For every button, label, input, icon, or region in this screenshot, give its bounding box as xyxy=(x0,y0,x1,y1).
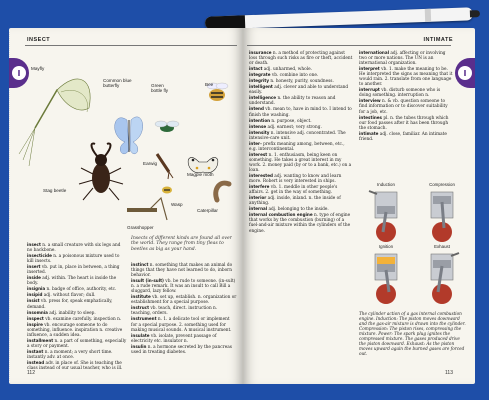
headword: intention xyxy=(249,117,271,123)
definition: vb. disturb someone who is doing something. interruption n. xyxy=(359,88,441,99)
green-bottle-fly-icon xyxy=(155,121,179,132)
dictionary-entry xyxy=(27,242,127,253)
headword: internal combustion engine xyxy=(249,212,313,218)
dictionary-entry xyxy=(27,275,127,286)
caterpillar-icon xyxy=(216,183,229,200)
headword: insect xyxy=(27,242,41,247)
definition: vb. press for, speak emphatically, demand. xyxy=(27,299,113,310)
engine-compression xyxy=(417,182,467,244)
definition: n. & vb. question someone to find information or to discover suitability for a job, etc. xyxy=(359,99,448,115)
label-mayfly: Mayfly xyxy=(31,66,45,71)
headword: intimate xyxy=(359,130,379,136)
dictionary-entry xyxy=(249,195,353,206)
headword: international xyxy=(359,50,389,55)
dictionary-entry xyxy=(359,98,453,114)
tab-letter: I xyxy=(12,66,26,80)
dictionary-entry xyxy=(27,360,127,371)
dictionary-entry xyxy=(131,262,237,278)
definition: n. purpose, object. xyxy=(270,118,312,124)
illustration-caption: Insects of different kinds are found all over the world. They range from tiny fleas to beetles as big as your hand. xyxy=(131,236,232,252)
headword: instruct xyxy=(131,305,150,311)
definition: adj. affecting or involving two or more nations. The UN is an international organization. xyxy=(359,51,446,67)
headword: insomnia xyxy=(27,309,48,315)
definition: adj. wanting to know and learn more. Robert is very interested in ships. xyxy=(249,174,342,185)
ignition-icon xyxy=(361,250,411,306)
definition: adj. close, familiar. An intimate friend. xyxy=(359,131,447,142)
headword: intensity xyxy=(249,129,270,135)
dictionary-entry xyxy=(249,95,353,106)
dictionary-entry xyxy=(359,87,453,98)
definition: adj. earnest; very strong. xyxy=(266,124,322,130)
definition: adj. unharmed, whole. xyxy=(262,67,312,73)
running-head-left: INSECT xyxy=(27,37,51,43)
definition: pl. n. the tubes through which our food passes after it has been through the stomach. xyxy=(359,115,449,131)
dictionary-entry xyxy=(27,338,127,349)
right-column-1 xyxy=(249,50,353,234)
headword: insurance xyxy=(249,50,272,55)
definition: vb. 1. meddle in other people's affairs. 2. get in the way of something. xyxy=(249,185,338,196)
definition: adj. inside, inland. n. the inside of anything. xyxy=(249,196,341,207)
header-rule xyxy=(25,45,237,46)
dictionary-entry xyxy=(27,349,127,360)
headword: inside xyxy=(27,275,41,281)
dictionary-entry xyxy=(27,322,127,338)
label-stag-beetle: Stag beetle xyxy=(43,188,67,193)
definition: vb. mean to, have in mind to. I intend to finish the washing. xyxy=(249,107,352,118)
headword: instant xyxy=(27,348,44,354)
headword: instrument xyxy=(131,316,157,322)
open-book xyxy=(9,28,477,390)
definition: n. intensive adj. concentrated. The intensive-care unit. xyxy=(249,130,346,141)
engine-diagram xyxy=(361,182,469,306)
page-number-right: 113 xyxy=(445,370,453,376)
headword: interrupt xyxy=(359,87,380,93)
label-butterfly: Common blue butterfly xyxy=(103,78,132,88)
headword: intense xyxy=(249,123,267,129)
dictionary-entry xyxy=(359,66,453,87)
definition: vb. put in, place in between, a thing inserted. xyxy=(27,265,120,276)
headword: interfere xyxy=(249,184,270,190)
definition: adj. inability to sleep. xyxy=(47,310,96,316)
headword: inspire xyxy=(27,321,43,327)
mayfly-icon xyxy=(19,79,90,166)
definition: n. a method of protecting against loss through such risks as fire or theft, accident or death. xyxy=(249,51,353,67)
dictionary-entry xyxy=(249,84,353,95)
engine-label-exhaust: Exhaust xyxy=(434,244,450,249)
headword: insipid xyxy=(27,292,43,298)
dictionary-entry xyxy=(249,184,353,195)
headword: inspect xyxy=(27,315,44,321)
dictionary-entry xyxy=(131,294,237,305)
headword: insist xyxy=(27,298,40,304)
definition: n. honesty, purity, soundness. xyxy=(269,79,334,85)
engine-induction xyxy=(361,182,411,244)
grasshopper-icon xyxy=(127,198,167,220)
definition: adv. in place of. She is teaching the class instead of our usual teacher, who is ill. xyxy=(27,360,123,372)
dictionary-entry xyxy=(249,50,353,66)
headword: insecticide xyxy=(27,253,52,259)
headword: integrity xyxy=(249,78,270,84)
headword: instead xyxy=(27,359,45,365)
headword: intend xyxy=(249,106,264,112)
label-caterpillar: Caterpillar xyxy=(197,208,218,213)
earwig-icon xyxy=(157,154,173,179)
headword: intact xyxy=(249,66,263,72)
dictionary-entry xyxy=(27,264,127,275)
pen-band xyxy=(425,9,431,22)
engine-label-ignition: Ignition xyxy=(378,244,394,249)
headword: interest xyxy=(249,151,268,157)
thumb-tab-right xyxy=(455,58,475,88)
definition: adj. clever and able to understand easily. xyxy=(249,85,349,96)
definition: n. badge of office, authority, etc. xyxy=(45,287,117,293)
butterfly-icon xyxy=(115,117,143,154)
dictionary-entry xyxy=(359,50,453,66)
definition: n. type of engine that works by the combustion (burning) of a fuel-and-air mixture within the cylinders of the engine. xyxy=(249,213,351,234)
label-grasshopper: Grasshopper xyxy=(127,225,154,230)
stag-beetle-icon xyxy=(79,144,123,201)
label-earwig: Earwig xyxy=(143,161,158,166)
definition: adj. without flavor; dull. xyxy=(42,293,96,299)
definition: n. a small creature with six legs and no backbone. xyxy=(27,243,121,254)
headword: insult (in-sult) xyxy=(131,278,164,284)
headword: interpret xyxy=(359,66,380,72)
left-column-1 xyxy=(27,242,127,371)
marker-pen xyxy=(205,7,473,29)
dictionary-entry xyxy=(249,130,353,141)
dictionary-entry xyxy=(249,106,353,117)
definition: n. the ability to reason and understand. xyxy=(249,96,336,107)
engine-caption: The cylinder action of a gas internal combustion engine. Induction: The piston moves downward and the gas-air mixture is drawn into the cylinder. Compression: The piston rises, compressing the mixture. Power: The spark plug ignites the compressed mixture. The gases produced drive the piston downward. Exhaust: As the piston moves upward again the burned gases are forced out. xyxy=(359,311,466,356)
exhaust-icon xyxy=(417,250,467,306)
right-page xyxy=(243,28,475,384)
label-magpie-moth: Magpie moth xyxy=(187,172,214,177)
header-rule-right xyxy=(247,45,451,46)
dictionary-entry xyxy=(359,115,453,131)
definition: vb. isolate, prevent passage of electricity etc. insulator n. xyxy=(131,333,217,344)
magpie-moth-icon xyxy=(188,157,218,172)
dictionary-entry xyxy=(131,333,237,344)
label-bee: Bee xyxy=(205,82,214,87)
dictionary-entry xyxy=(249,141,353,152)
headword: interested xyxy=(249,173,273,179)
definition: vb. be rude to someone. (in-sult) n. a rude remark. It was an insult to call Bill a sluggard, lazy fellow. xyxy=(131,279,236,295)
label-fly: Green bottle fly xyxy=(151,83,169,93)
definition: n. something that makes an animal do things that they have not learned to do, inborn behavior. xyxy=(131,263,233,279)
definition: adj. within. The heart is inside the body. xyxy=(27,276,117,287)
dictionary-entry xyxy=(131,278,237,294)
left-column-2 xyxy=(131,262,237,355)
definition: n. a hormone secreted by the pancreas used in treating diabetes. xyxy=(131,344,232,355)
dictionary-entry xyxy=(249,173,353,184)
induction-icon xyxy=(361,188,411,244)
headword: insignia xyxy=(27,286,46,292)
dictionary-entry xyxy=(359,131,453,142)
definition: vb. examine carefully. inspection n. xyxy=(43,316,122,322)
right-column-2 xyxy=(359,50,453,142)
engine-label-compression: Compression xyxy=(429,182,455,187)
dictionary-entry xyxy=(27,253,127,264)
headword: intestines xyxy=(359,114,382,120)
dictionary-entry xyxy=(131,344,237,355)
running-head-right: INTIMATE xyxy=(423,37,453,43)
page-number-left: 112 xyxy=(27,370,35,376)
definition: vb. teach, direct. instruction n. teaching, orders. xyxy=(131,306,218,317)
headword: interview xyxy=(359,98,381,104)
dictionary-entry xyxy=(131,316,237,332)
headword: intelligence xyxy=(249,95,277,101)
definition: vb. encourage someone to do something, influence. inspiration n. creative influence, a sudden idea. xyxy=(27,322,123,338)
dictionary-entry xyxy=(131,305,237,316)
tab-letter-right: I xyxy=(458,66,472,80)
definition: adj. belonging to the inside. xyxy=(267,207,329,213)
headword: installment xyxy=(27,337,54,343)
definition: vb. combine into one. xyxy=(270,73,319,79)
headword: instinct xyxy=(131,262,149,267)
engine-exhaust xyxy=(417,244,467,306)
pen-tip xyxy=(470,10,480,17)
headword: integrate xyxy=(249,72,271,78)
definition: n. a moment; a very short time. instantly adv. at once. xyxy=(27,349,113,360)
definition: n. a poisonous mixture used to kill insects. xyxy=(27,254,120,265)
headword: insulate xyxy=(131,332,150,338)
definition: n. 1. enthusiasm, being keen on something. He takes a great interest in my work. 2. money paid (by or to a bank, etc.) on a loan. xyxy=(249,152,352,173)
engine-ignition xyxy=(361,244,411,306)
definition: n. 1. a delicate tool or implement for a special purpose. 2. something used for making musical sounds. A musical instrument. xyxy=(131,317,232,333)
compression-icon xyxy=(417,188,467,244)
definition: vb. 1. make the meaning to be. He interpreted the signs as meaning that it would rain. 2. translate from one language to another. xyxy=(359,67,453,88)
dictionary-entry xyxy=(249,212,353,233)
definition: vb. set up, establish. n. organization or establishment for a special purpose. xyxy=(131,295,237,306)
headword: inter- xyxy=(249,140,262,146)
definition: prefix meaning among, between, etc., e.g. intercontinental. xyxy=(249,141,345,152)
headword: institute xyxy=(131,294,151,300)
headword: insulin xyxy=(131,343,147,349)
wasp-icon xyxy=(162,187,172,194)
headword: interior xyxy=(249,195,267,201)
definition: n. a part of something, especially a story or payment. xyxy=(27,338,127,349)
label-wasp: Wasp xyxy=(171,202,183,207)
engine-label-induction: Induction xyxy=(377,182,395,187)
left-page xyxy=(9,28,243,384)
dictionary-entry xyxy=(27,298,127,309)
headword: internal xyxy=(249,206,268,212)
headword: insert xyxy=(27,264,41,270)
headword: intelligent xyxy=(249,84,273,90)
dictionary-entry xyxy=(249,152,353,173)
